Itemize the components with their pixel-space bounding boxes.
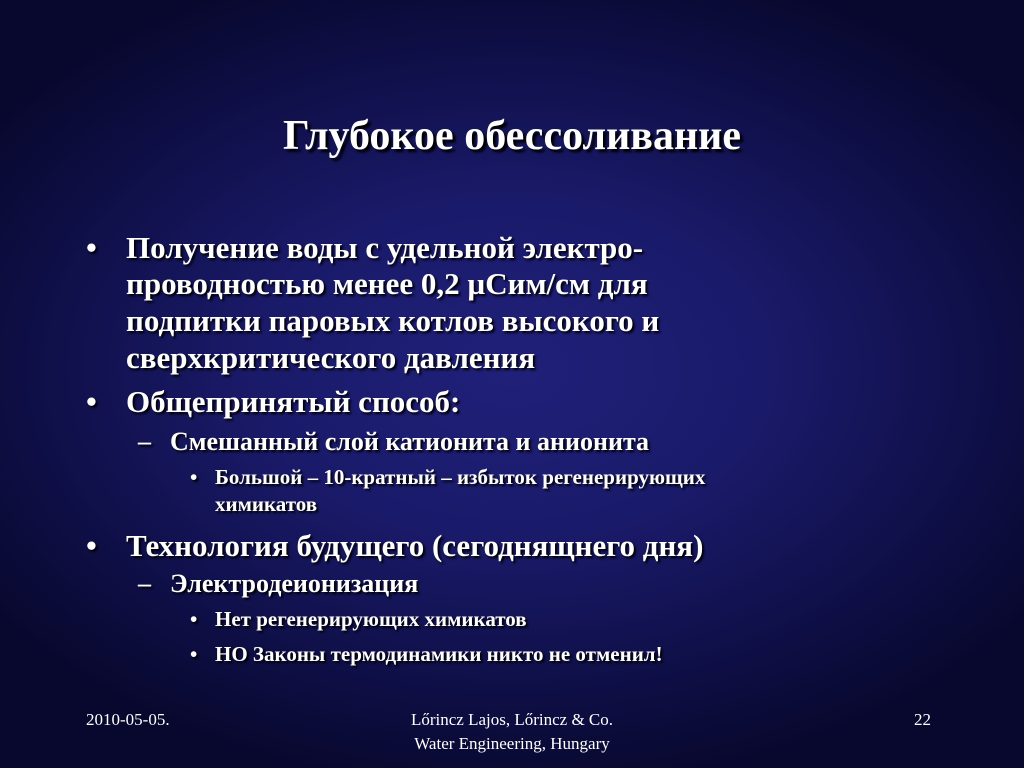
footer-author-line-2: Water Engineering, Hungary (414, 734, 610, 753)
bullet-3-sub: Электродеионизация (170, 569, 419, 598)
bullet-1-line-4: сверхкритического давления (126, 340, 536, 375)
dash-marker: – (138, 569, 151, 598)
bullet-marker: • (190, 465, 198, 489)
bullet-marker: • (190, 607, 198, 631)
footer-date: 2010-05-05. (86, 710, 170, 729)
bullet-marker: • (86, 230, 97, 265)
slide-title: Глубокое обессоливание (282, 113, 742, 159)
bullet-2-sub-sub-line-2: химикатов (215, 492, 318, 516)
bullet-2: Общепринятый способ: (126, 384, 461, 419)
bullet-1-line-2: проводностью менее 0,2 µСим/см для (126, 266, 648, 301)
bullet-2-sub: Смешанный слой катионита и анионита (170, 427, 650, 456)
bullet-2-sub-sub-line-1: Большой – 10-кратный – избыток регенерирующих (215, 465, 706, 489)
dash-marker: – (138, 427, 151, 456)
bullet-3-sub-sub-2: НО Законы термодинамики никто не отменил! (215, 642, 663, 666)
bullet-3-sub-sub-1: Нет регенерирующих химикатов (215, 607, 527, 631)
bullet-marker: • (190, 642, 198, 666)
footer-page-number: 22 (914, 710, 931, 729)
bullet-1-line-1: Получение воды с удельной электро- (126, 230, 644, 265)
bullet-marker: • (86, 384, 97, 419)
footer-author-line-1: Lőrincz Lajos, Lőrincz & Co. (410, 710, 614, 729)
bullet-1-line-3: подпитки паровых котлов высокого и (126, 303, 660, 338)
bullet-3: Технология будущего (сегоднящнего дня) (126, 528, 704, 563)
bullet-marker: • (86, 528, 97, 563)
